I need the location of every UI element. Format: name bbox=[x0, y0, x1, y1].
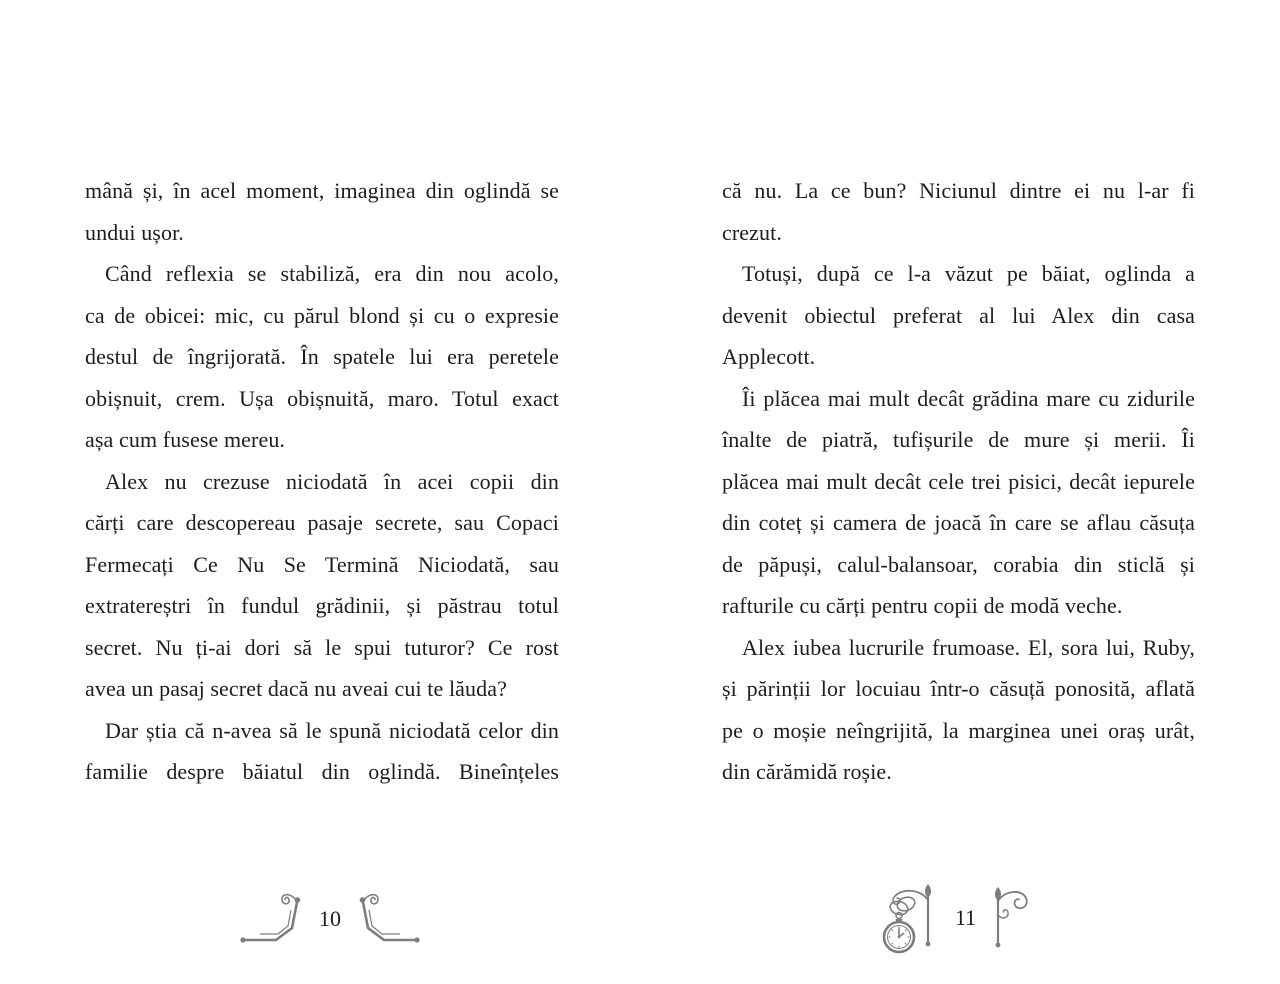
text-line: devenit obiectul preferat al lui Alex din casa bbox=[722, 302, 1195, 328]
text-line: din coteț și camera de joacă în care se aflau căsuța bbox=[722, 510, 1195, 535]
text-line: Când reflexia se stabiliză, era din nou acolo, bbox=[105, 261, 559, 286]
text-line: familie despre băiatul din oglindă. Bineînțeles bbox=[85, 759, 559, 784]
text-line: undui ușor. bbox=[85, 219, 184, 245]
text-line: de păpuși, calul-balansoar, corabia din sticlă și bbox=[722, 551, 1195, 577]
text-line: Alex nu crezuse niciodată în acei copii din bbox=[105, 468, 559, 494]
pocket-watch-ornament-icon bbox=[876, 882, 942, 954]
text-line: avea un pasaj secret dacă nu aveai cui te lăuda? bbox=[85, 676, 507, 701]
text-line: Îi plăcea mai mult decât grădina mare cu zidurile bbox=[742, 385, 1195, 411]
page-number: 11 bbox=[955, 905, 977, 930]
left-page-text-column bbox=[85, 170, 559, 793]
page-number: 10 bbox=[319, 906, 341, 931]
corner-flourish-left-icon bbox=[238, 890, 304, 948]
text-line: crezut. bbox=[722, 219, 782, 245]
text-line: mână și, în acel moment, imaginea din oglindă se bbox=[85, 178, 559, 203]
right-page-text-column bbox=[722, 170, 1195, 793]
text-line: Alex iubea lucrurile frumoase. El, sora lui, Ruby, bbox=[742, 634, 1195, 660]
text-line: Fermecați Ce Nu Se Termină Niciodată, sau bbox=[85, 551, 559, 577]
vine-flourish-icon bbox=[989, 885, 1033, 951]
text-line: că nu. La ce bun? Niciunul dintre ei nu l-ar fi bbox=[722, 178, 1195, 203]
right-page-footer bbox=[876, 882, 1033, 954]
text-line: cărți care descopereau pasaje secrete, sau Copaci bbox=[85, 510, 559, 535]
text-line: plăcea mai mult decât cele trei pisici, decât iepurele bbox=[722, 468, 1195, 494]
text-line: Totuși, după ce l-a văzut pe băiat, oglinda a bbox=[742, 261, 1195, 286]
text-line: înalte de piatră, tufișurile de mure și merii. Îi bbox=[722, 427, 1195, 452]
text-line: secret. Nu ți-ai dori să le spui tuturor? Ce rost bbox=[85, 634, 559, 660]
text-line: așa cum fusese mereu. bbox=[85, 427, 286, 452]
text-line: și părinții lor locuiau într-o căsuță ponosită, aflată bbox=[722, 676, 1195, 701]
text-line: obișnuit, crem. Ușa obișnuită, maro. Totul exact bbox=[85, 385, 559, 411]
text-line: extratereștri în fundul grădinii, și păstrau totul bbox=[85, 593, 559, 618]
text-line: rafturile cu cărți pentru copii de modă veche. bbox=[722, 593, 1123, 618]
text-line: din cărămidă roșie. bbox=[722, 759, 892, 784]
text-line: destul de îngrijorată. În spatele lui era peretele bbox=[85, 344, 559, 369]
left-page-footer bbox=[238, 890, 422, 948]
corner-flourish-right-icon bbox=[356, 890, 422, 948]
text-line: ca de obicei: mic, cu părul blond și cu o expresie bbox=[85, 302, 559, 328]
text-line: Applecott. bbox=[722, 344, 816, 369]
text-line: Dar știa că n-avea să le spună niciodată celor din bbox=[105, 717, 559, 743]
text-line: pe o moșie neîngrijită, la marginea unei oraș urât, bbox=[722, 717, 1195, 743]
